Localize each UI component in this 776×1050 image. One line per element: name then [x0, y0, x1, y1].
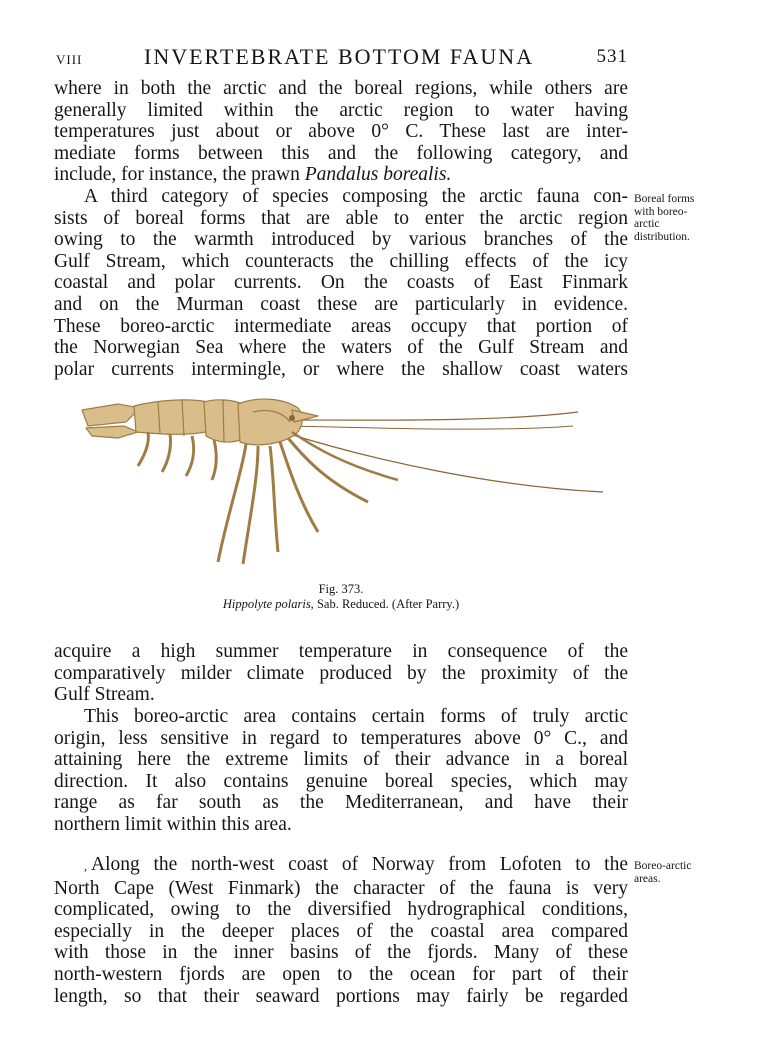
text-line — [54, 854, 628, 878]
margin-note-line: distribution. — [634, 230, 690, 243]
paragraph-5 — [54, 854, 628, 1007]
text-line: comparatively milder climate produced by the proximity of the — [54, 662, 628, 684]
margin-note-boreal-forms — [634, 193, 724, 243]
paragraph-1 — [54, 78, 628, 186]
text-line: This boreo-arctic area contains certain forms of truly arctic — [84, 706, 628, 727]
figure-label: Fig. 373. — [318, 582, 364, 596]
margin-note-line: arctic — [634, 218, 660, 230]
margin-note-line: areas. — [634, 872, 661, 885]
text-line: Gulf Stream. — [54, 684, 155, 706]
text-line: complicated, owing to the diversified hydrographical conditions, — [54, 899, 628, 921]
text-line: and on the Murman coast these are particularly in evidence. — [54, 293, 628, 315]
text-line: temperatures just about or above 0° C. These last are inter- — [54, 121, 628, 143]
text-fragment: include, for instance, the prawn — [54, 164, 305, 186]
text-fragment: Along the north-west coast of Norway from Lofoten to the — [91, 854, 628, 875]
text-line: origin, less sensitive in regard to temperatures above 0° C., and — [54, 727, 628, 749]
text-line: These boreo-arctic intermediate areas occupy that portion of — [54, 315, 628, 337]
chapter-number: VIII — [56, 52, 83, 67]
text-line: generally limited within the arctic region to water having — [54, 99, 628, 121]
text-line: sists of boreal forms that are able to enter the arctic region — [54, 207, 628, 229]
figure-species: Hippolyte polaris, — [222, 597, 314, 611]
paragraph-2 — [54, 186, 628, 380]
text-line: coastal and polar currents. On the coasts of East Finmark — [54, 272, 628, 294]
text-line: attaining here the extreme limits of their advance in a boreal — [54, 749, 628, 771]
margin-note-boreo-arctic-areas — [634, 860, 724, 885]
species-name: Pandalus borealis. — [304, 164, 452, 186]
text-line: polar currents intermingle, or where the shallow coast waters — [54, 358, 628, 380]
paragraph-3 — [54, 641, 628, 706]
text-line: A third category of species composing the arctic fauna con- — [84, 186, 628, 207]
figure-description: Sab. Reduced. (After Parry.) — [313, 597, 460, 611]
text-line: where in both the arctic and the boreal regions, while others are — [54, 78, 628, 99]
paragraph-4 — [54, 706, 628, 836]
text-line: North Cape (West Finmark) the character of the fauna is very — [54, 877, 628, 899]
margin-note-line: with boreo- — [634, 205, 688, 218]
margin-note-line: Boreo-arctic — [634, 860, 692, 872]
text-line — [54, 164, 628, 186]
figure-373-shrimp-illustration — [78, 392, 638, 572]
text-line: Gulf Stream, which counteracts the chilling effects of the icy — [54, 250, 628, 272]
text-line: direction. It also contains genuine boreal species, which may — [54, 770, 628, 792]
running-head — [54, 44, 628, 72]
text-line: mediate forms between this and the following category, and — [54, 142, 628, 164]
text-line: especially in the deeper places of the coastal area compared — [54, 920, 628, 942]
figure-caption — [54, 597, 628, 612]
text-line: range as far south as the Mediterranean, and have their — [54, 792, 628, 814]
text-line: with those in the inner basins of the fjords. Many of these — [54, 942, 628, 964]
text-line: the Norwegian Sea where the waters of the Gulf Stream and — [54, 337, 628, 359]
text-line: acquire a high summer temperature in consequence of the — [54, 641, 628, 662]
text-line: northern limit within this area. — [54, 813, 292, 835]
stray-mark: , — [84, 859, 87, 873]
page-number: 531 — [596, 46, 628, 67]
text-line: length, so that their seaward portions may fairly be regarded — [54, 985, 628, 1007]
text-line: owing to the warmth introduced by various branches of the — [54, 229, 628, 251]
text-line: north-western fjords are open to the ocean for part of their — [54, 963, 628, 985]
margin-note-line: Boreal forms — [634, 193, 695, 205]
running-title: INVERTEBRATE BOTTOM FAUNA — [144, 44, 535, 69]
